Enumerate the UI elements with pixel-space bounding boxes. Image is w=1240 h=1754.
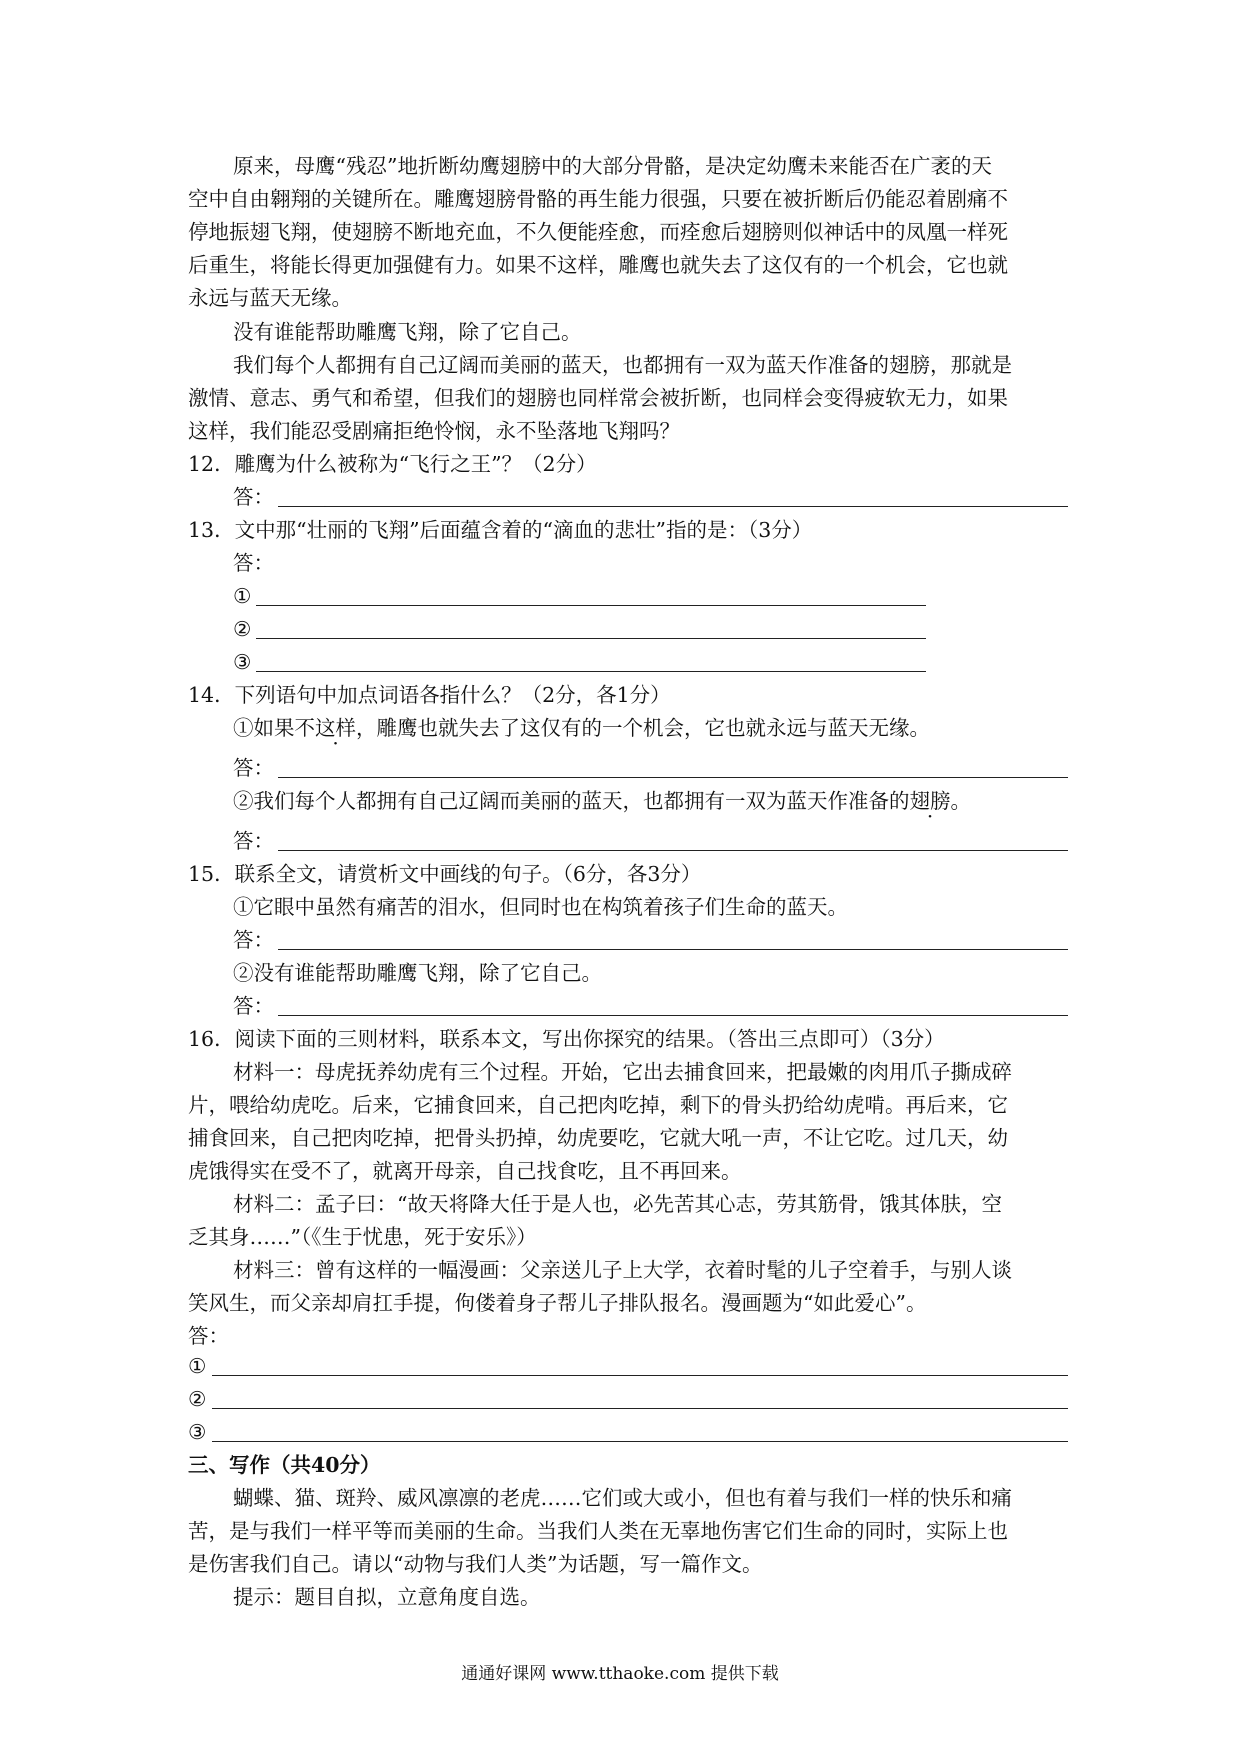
question-12: 12．雕鹰为什么被称为“飞行之王”？（2分） (188, 452, 597, 476)
answer-line[interactable] (278, 1015, 1068, 1016)
passage-line: 空中自由翱翔的关键所在。雕鹰翅膀骨骼的再生能力很强，只要在被折断后仍能忍着剧痛不 (188, 187, 1008, 211)
material-line: 捕食回来，自己把肉吃掉，把骨头扔掉，幼虎要吃，它就大吼一声，不让它吃。过几天，幼 (188, 1126, 1008, 1150)
answer-line[interactable] (278, 850, 1068, 851)
writing-hint: 提示：题目自拟，立意角度自选。 (233, 1585, 541, 1609)
material-line: 片，喂给幼虎吃。后来，它捕食回来，自己把肉吃掉，剩下的骨头扔给幼虎啃。再后来，它 (188, 1093, 1008, 1117)
answer-line[interactable] (212, 1441, 1068, 1442)
page-footer: 通通好课网 www.tthaoke.com 提供下载 (461, 1664, 779, 1684)
answer-label: 答： (233, 994, 274, 1018)
material-line: 材料二：孟子曰：“故天将降大任于是人也，必先苦其心志，劳其筋骨，饿其体肤，空 (233, 1192, 1002, 1216)
material-line: 乏其身……”（《生于忧患，死于安乐》） (188, 1225, 537, 1249)
passage-line: 停地振翅飞翔，使翅膀不断地充血，不久便能痊愈，而痊愈后翅膀则似神话中的凤凰一样死 (188, 220, 1008, 244)
passage-line: 后重生，将能长得更加强健有力。如果不这样，雕鹰也就失去了这仅有的一个机会，它也就 (188, 253, 1008, 277)
answer-label: 答： (233, 928, 274, 952)
answer-line[interactable] (212, 1375, 1068, 1376)
passage-line: 激情、意志、勇气和希望，但我们的翅膀也同样常会被折断，也同样会变得疲软无力，如果 (188, 386, 1008, 410)
answer-number: ② (233, 617, 252, 641)
section-heading: 三、写作（共40分） (188, 1453, 381, 1477)
material-line: 材料三：曾有这样的一幅漫画：父亲送儿子上大学，衣着时髦的儿子空着手，与别人谈 (233, 1258, 1012, 1282)
answer-line[interactable] (278, 506, 1068, 507)
answer-line[interactable] (256, 671, 926, 672)
writing-line: 蝴蝶、猫、斑羚、威风凛凛的老虎……它们或大或小，但也有着与我们一样的快乐和痛 (233, 1486, 1012, 1510)
answer-label: 答： (233, 756, 274, 780)
answer-line[interactable] (256, 638, 926, 639)
emphasis-dotted-word: 这样 (315, 716, 356, 740)
question-14: 14．下列语句中加点词语各指什么？（2分，各1分） (188, 683, 671, 707)
passage-line: 永远与蓝天无缘。 (188, 286, 352, 310)
passage-line: 原来，母鹰“残忍”地折断幼鹰翅膀中的大部分骨骼，是决定幼鹰未来能否在广袤的天 (233, 154, 992, 178)
answer-line[interactable] (212, 1408, 1068, 1409)
question-15-sentence-2: ②没有谁能帮助雕鹰飞翔，除了它自己。 (233, 961, 602, 985)
writing-line: 苦，是与我们一样平等而美丽的生命。当我们人类在无辜地伤害它们生命的同时，实际上也 (188, 1519, 1008, 1543)
writing-line: 是伤害我们自己。请以“动物与我们人类”为话题，写一篇作文。 (188, 1552, 763, 1576)
question-16: 16．阅读下面的三则材料，联系本文，写出你探究的结果。（答出三点即可）（3分） (188, 1027, 945, 1051)
answer-number: ① (188, 1354, 207, 1378)
answer-label: 答： (188, 1324, 229, 1348)
answer-number: ③ (188, 1420, 207, 1444)
passage-line: 我们每个人都拥有自己辽阔而美丽的蓝天，也都拥有一双为蓝天作准备的翅膀，那就是 (233, 353, 1012, 377)
emphasis-dotted-word: 翅膀 (909, 789, 951, 813)
question-14-sentence-1: ①如果不这样，雕鹰也就失去了这仅有的一个机会，它也就永远与蓝天无缘。 (233, 712, 1113, 745)
question-15-sentence-1: ①它眼中虽然有痛苦的泪水，但同时也在构筑着孩子们生命的蓝天。 (233, 895, 848, 919)
passage-line: 这样，我们能忍受剧痛拒绝怜悯，永不坠落地飞翔吗？ (188, 419, 680, 443)
answer-number: ③ (233, 650, 252, 674)
question-14-sentence-2: ②我们每个人都拥有自己辽阔而美丽的蓝天，也都拥有一双为蓝天作准备的翅膀。 (233, 785, 1113, 818)
passage-line: 没有谁能帮助雕鹰飞翔，除了它自己。 (233, 320, 582, 344)
answer-label: 答： (233, 485, 274, 509)
question-13: 13．文中那“壮丽的飞翔”后面蕴含着的“滴血的悲壮”指的是：（3分） (188, 518, 813, 542)
answer-line[interactable] (256, 605, 926, 606)
answer-line[interactable] (278, 777, 1068, 778)
answer-number: ① (233, 584, 252, 608)
answer-label: 答： (233, 551, 274, 575)
answer-number: ② (188, 1387, 207, 1411)
answer-label: 答： (233, 829, 274, 853)
question-15: 15．联系全文，请赏析文中画线的句子。（6分，各3分） (188, 862, 702, 886)
material-line: 笑风生，而父亲却肩扛手提，佝偻着身子帮儿子排队报名。漫画题为“如此爱心”。 (188, 1291, 927, 1315)
material-line: 虎饿得实在受不了，就离开母亲，自己找食吃，且不再回来。 (188, 1159, 742, 1183)
material-line: 材料一：母虎抚养幼虎有三个过程。开始，它出去捕食回来，把最嫩的肉用爪子撕成碎 (233, 1060, 1012, 1084)
answer-line[interactable] (278, 949, 1068, 950)
